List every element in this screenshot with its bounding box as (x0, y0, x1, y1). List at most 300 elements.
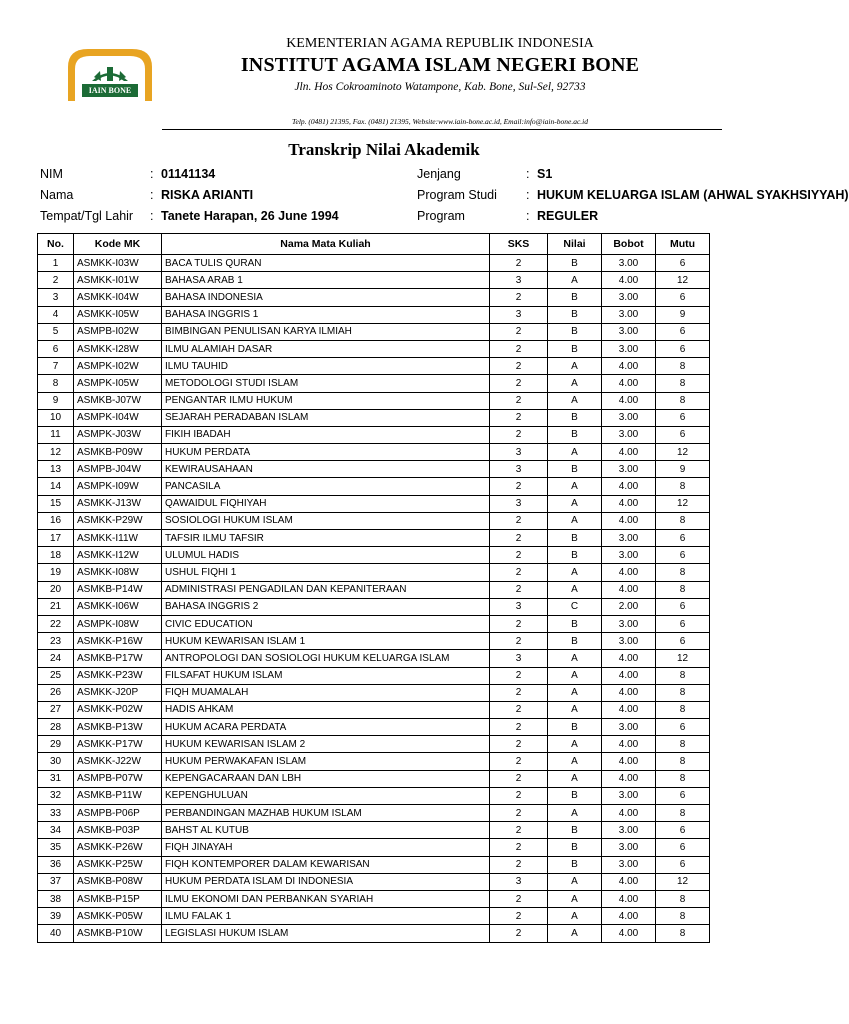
cell-mutu: 8 (656, 684, 710, 701)
cell-nama-mata-kuliah: BIMBINGAN PENULISAN KARYA ILMIAH (162, 323, 490, 340)
cell-no: 9 (38, 392, 74, 409)
cell-bobot: 4.00 (602, 873, 656, 890)
cell-mutu: 6 (656, 598, 710, 615)
cell-no: 30 (38, 753, 74, 770)
cell-no: 17 (38, 530, 74, 547)
cell-mutu: 6 (656, 340, 710, 357)
cell-nama-mata-kuliah: FIQH KONTEMPORER DALAM KEWARISAN (162, 856, 490, 873)
cell-bobot: 3.00 (602, 255, 656, 272)
cell-nilai: B (548, 530, 602, 547)
table-row (38, 684, 710, 701)
cell-bobot: 4.00 (602, 358, 656, 375)
cell-sks: 2 (490, 564, 548, 581)
table-row (38, 787, 710, 804)
table-row (38, 444, 710, 461)
cell-bobot: 3.00 (602, 409, 656, 426)
cell-bobot: 2.00 (602, 598, 656, 615)
cell-kode-mk: ASMKK-P05W (74, 908, 162, 925)
cell-nama-mata-kuliah: KEPENGHULUAN (162, 787, 490, 804)
cell-no: 32 (38, 787, 74, 804)
cell-sks: 2 (490, 753, 548, 770)
nama-value: RISKA ARIANTI (161, 188, 254, 202)
cell-bobot: 3.00 (602, 719, 656, 736)
cell-kode-mk: ASMKK-P26W (74, 839, 162, 856)
cell-no: 2 (38, 272, 74, 289)
cell-sks: 2 (490, 289, 548, 306)
table-row (38, 547, 710, 564)
cell-sks: 2 (490, 667, 548, 684)
nama-label: Nama (40, 188, 74, 202)
cell-no: 37 (38, 873, 74, 890)
cell-nilai: A (548, 375, 602, 392)
cell-nilai: A (548, 684, 602, 701)
cell-no: 12 (38, 444, 74, 461)
cell-nilai: B (548, 306, 602, 323)
cell-nama-mata-kuliah: HUKUM PERDATA ISLAM DI INDONESIA (162, 873, 490, 890)
table-row (38, 272, 710, 289)
program-label: Program (417, 209, 465, 223)
cell-bobot: 4.00 (602, 908, 656, 925)
cell-bobot: 4.00 (602, 925, 656, 942)
cell-kode-mk: ASMKB-P15P (74, 890, 162, 907)
cell-nama-mata-kuliah: PENGANTAR ILMU HUKUM (162, 392, 490, 409)
cell-nilai: A (548, 564, 602, 581)
cell-bobot: 4.00 (602, 564, 656, 581)
cell-no: 4 (38, 306, 74, 323)
cell-mutu: 12 (656, 873, 710, 890)
table-row (38, 650, 710, 667)
cell-nama-mata-kuliah: HUKUM KEWARISAN ISLAM 1 (162, 633, 490, 650)
logo-text: IAIN BONE (88, 86, 132, 95)
header-nama-mata-kuliah: Nama Mata Kuliah (162, 234, 490, 255)
cell-no: 20 (38, 581, 74, 598)
cell-kode-mk: ASMKB-P08W (74, 873, 162, 890)
cell-no: 22 (38, 615, 74, 632)
header-mutu: Mutu (656, 234, 710, 255)
cell-sks: 3 (490, 598, 548, 615)
cell-nama-mata-kuliah: ANTROPOLOGI DAN SOSIOLOGI HUKUM KELUARGA ISLAM (162, 650, 490, 667)
cell-bobot: 3.00 (602, 787, 656, 804)
cell-nilai: A (548, 650, 602, 667)
table-row (38, 306, 710, 323)
cell-sks: 3 (490, 272, 548, 289)
cell-mutu: 12 (656, 495, 710, 512)
cell-mutu: 8 (656, 512, 710, 529)
cell-mutu: 8 (656, 375, 710, 392)
cell-nama-mata-kuliah: CIVIC EDUCATION (162, 615, 490, 632)
cell-nama-mata-kuliah: TAFSIR ILMU TAFSIR (162, 530, 490, 547)
cell-mutu: 6 (656, 633, 710, 650)
cell-bobot: 3.00 (602, 340, 656, 357)
ttl-label: Tempat/Tgl Lahir (40, 209, 134, 223)
cell-kode-mk: ASMKK-P02W (74, 701, 162, 718)
cell-no: 23 (38, 633, 74, 650)
grades-table (37, 233, 710, 943)
cell-nama-mata-kuliah: KEWIRAUSAHAAN (162, 461, 490, 478)
cell-mutu: 6 (656, 547, 710, 564)
cell-no: 27 (38, 701, 74, 718)
table-row (38, 736, 710, 753)
table-row (38, 925, 710, 942)
cell-nama-mata-kuliah: ILMU EKONOMI DAN PERBANKAN SYARIAH (162, 890, 490, 907)
table-row (38, 873, 710, 890)
cell-nilai: B (548, 787, 602, 804)
cell-sks: 2 (490, 908, 548, 925)
cell-no: 6 (38, 340, 74, 357)
table-row (38, 255, 710, 272)
table-row (38, 392, 710, 409)
table-row (38, 839, 710, 856)
program-value: REGULER (537, 209, 599, 223)
cell-mutu: 8 (656, 358, 710, 375)
cell-mutu: 8 (656, 753, 710, 770)
table-row (38, 409, 710, 426)
table-row (38, 530, 710, 547)
cell-nama-mata-kuliah: PERBANDINGAN MAZHAB HUKUM ISLAM (162, 805, 490, 822)
cell-nama-mata-kuliah: FILSAFAT HUKUM ISLAM (162, 667, 490, 684)
cell-bobot: 3.00 (602, 856, 656, 873)
cell-mutu: 8 (656, 667, 710, 684)
cell-nilai: A (548, 392, 602, 409)
table-row (38, 478, 710, 495)
cell-mutu: 6 (656, 426, 710, 443)
prodi-sep: : (526, 188, 530, 202)
cell-nilai: B (548, 340, 602, 357)
cell-kode-mk: ASMPK-I08W (74, 615, 162, 632)
table-row (38, 615, 710, 632)
cell-sks: 2 (490, 392, 548, 409)
cell-mutu: 6 (656, 615, 710, 632)
cell-sks: 2 (490, 340, 548, 357)
cell-nilai: A (548, 358, 602, 375)
ttl-sep: : (150, 209, 154, 223)
cell-nilai: B (548, 719, 602, 736)
cell-sks: 2 (490, 787, 548, 804)
cell-mutu: 8 (656, 770, 710, 787)
cell-nama-mata-kuliah: KEPENGACARAAN DAN LBH (162, 770, 490, 787)
cell-kode-mk: ASMKB-P17W (74, 650, 162, 667)
cell-bobot: 3.00 (602, 547, 656, 564)
cell-no: 19 (38, 564, 74, 581)
cell-sks: 2 (490, 719, 548, 736)
cell-mutu: 9 (656, 461, 710, 478)
cell-kode-mk: ASMPK-I09W (74, 478, 162, 495)
cell-nilai: B (548, 633, 602, 650)
cell-nama-mata-kuliah: ILMU TAUHID (162, 358, 490, 375)
cell-no: 36 (38, 856, 74, 873)
cell-no: 31 (38, 770, 74, 787)
cell-sks: 3 (490, 495, 548, 512)
cell-nama-mata-kuliah: HUKUM ACARA PERDATA (162, 719, 490, 736)
table-row (38, 667, 710, 684)
cell-bobot: 3.00 (602, 426, 656, 443)
cell-no: 14 (38, 478, 74, 495)
cell-nama-mata-kuliah: ILMU ALAMIAH DASAR (162, 340, 490, 357)
cell-sks: 2 (490, 839, 548, 856)
header-no: No. (38, 234, 74, 255)
cell-bobot: 3.00 (602, 633, 656, 650)
nama-sep: : (150, 188, 154, 202)
cell-mutu: 6 (656, 409, 710, 426)
institution-address: Jln. Hos Cokroaminoto Watampone, Kab. Bone, Sul-Sel, 92733 (294, 81, 586, 93)
cell-kode-mk: ASMKK-I12W (74, 547, 162, 564)
cell-nama-mata-kuliah: ILMU FALAK 1 (162, 908, 490, 925)
cell-kode-mk: ASMPB-J04W (74, 461, 162, 478)
cell-no: 5 (38, 323, 74, 340)
cell-nilai: B (548, 547, 602, 564)
cell-nilai: A (548, 873, 602, 890)
prodi-label: Program Studi (417, 188, 497, 202)
header-nilai: Nilai (548, 234, 602, 255)
cell-no: 25 (38, 667, 74, 684)
cell-kode-mk: ASMKK-I01W (74, 272, 162, 289)
table-row (38, 770, 710, 787)
cell-bobot: 3.00 (602, 530, 656, 547)
cell-nilai: B (548, 461, 602, 478)
program-sep: : (526, 209, 530, 223)
cell-nama-mata-kuliah: BAHASA INDONESIA (162, 289, 490, 306)
cell-kode-mk: ASMPK-J03W (74, 426, 162, 443)
cell-nilai: B (548, 289, 602, 306)
ministry-name: KEMENTERIAN AGAMA REPUBLIK INDONESIA (286, 36, 594, 51)
cell-sks: 3 (490, 306, 548, 323)
cell-kode-mk: ASMPK-I04W (74, 409, 162, 426)
cell-no: 29 (38, 736, 74, 753)
cell-nilai: C (548, 598, 602, 615)
cell-mutu: 6 (656, 719, 710, 736)
header-bobot: Bobot (602, 234, 656, 255)
table-row (38, 890, 710, 907)
cell-sks: 2 (490, 925, 548, 942)
cell-bobot: 3.00 (602, 323, 656, 340)
cell-kode-mk: ASMKK-P25W (74, 856, 162, 873)
cell-nilai: B (548, 323, 602, 340)
cell-no: 26 (38, 684, 74, 701)
nim-sep: : (150, 167, 154, 181)
cell-bobot: 4.00 (602, 272, 656, 289)
cell-kode-mk: ASMKB-P13W (74, 719, 162, 736)
table-row (38, 495, 710, 512)
cell-sks: 2 (490, 890, 548, 907)
cell-nama-mata-kuliah: PANCASILA (162, 478, 490, 495)
cell-sks: 3 (490, 444, 548, 461)
cell-sks: 2 (490, 581, 548, 598)
table-row (38, 719, 710, 736)
header-sks: SKS (490, 234, 548, 255)
cell-no: 15 (38, 495, 74, 512)
cell-nilai: A (548, 495, 602, 512)
cell-no: 1 (38, 255, 74, 272)
cell-bobot: 4.00 (602, 667, 656, 684)
cell-kode-mk: ASMKK-I06W (74, 598, 162, 615)
document-title: Transkrip Nilai Akademik (288, 140, 480, 159)
cell-nilai: A (548, 444, 602, 461)
cell-sks: 2 (490, 375, 548, 392)
cell-kode-mk: ASMKK-P23W (74, 667, 162, 684)
cell-sks: 2 (490, 358, 548, 375)
cell-nilai: A (548, 890, 602, 907)
cell-nama-mata-kuliah: SEJARAH PERADABAN ISLAM (162, 409, 490, 426)
cell-mutu: 12 (656, 444, 710, 461)
cell-bobot: 4.00 (602, 770, 656, 787)
cell-kode-mk: ASMKK-I28W (74, 340, 162, 357)
table-row (38, 375, 710, 392)
cell-no: 7 (38, 358, 74, 375)
jenjang-value: S1 (537, 167, 553, 181)
cell-kode-mk: ASMKB-P11W (74, 787, 162, 804)
cell-no: 33 (38, 805, 74, 822)
table-row (38, 358, 710, 375)
cell-sks: 2 (490, 805, 548, 822)
cell-nama-mata-kuliah: HADIS AHKAM (162, 701, 490, 718)
cell-kode-mk: ASMKK-P16W (74, 633, 162, 650)
table-row (38, 805, 710, 822)
cell-mutu: 8 (656, 478, 710, 495)
cell-nilai: A (548, 478, 602, 495)
cell-nilai: A (548, 701, 602, 718)
cell-nilai: A (548, 736, 602, 753)
table-row (38, 512, 710, 529)
institution-name: INSTITUT AGAMA ISLAM NEGERI BONE (240, 54, 640, 76)
nim-value: 01141134 (161, 167, 216, 181)
cell-no: 35 (38, 839, 74, 856)
cell-bobot: 4.00 (602, 512, 656, 529)
cell-nilai: B (548, 255, 602, 272)
cell-no: 24 (38, 650, 74, 667)
cell-sks: 2 (490, 736, 548, 753)
ttl-value: Tanete Harapan, 26 June 1994 (161, 209, 339, 223)
cell-mutu: 6 (656, 323, 710, 340)
cell-nama-mata-kuliah: HUKUM PERWAKAFAN ISLAM (162, 753, 490, 770)
cell-kode-mk: ASMPK-I05W (74, 375, 162, 392)
cell-no: 21 (38, 598, 74, 615)
table-row (38, 581, 710, 598)
cell-nilai: A (548, 272, 602, 289)
cell-bobot: 4.00 (602, 478, 656, 495)
cell-nilai: A (548, 925, 602, 942)
cell-mutu: 6 (656, 530, 710, 547)
cell-nama-mata-kuliah: LEGISLASI HUKUM ISLAM (162, 925, 490, 942)
table-row (38, 340, 710, 357)
cell-kode-mk: ASMKK-P17W (74, 736, 162, 753)
cell-bobot: 4.00 (602, 392, 656, 409)
cell-nama-mata-kuliah: FIKIH IBADAH (162, 426, 490, 443)
cell-mutu: 12 (656, 272, 710, 289)
cell-no: 34 (38, 822, 74, 839)
cell-sks: 2 (490, 856, 548, 873)
cell-sks: 2 (490, 615, 548, 632)
cell-nama-mata-kuliah: ULUMUL HADIS (162, 547, 490, 564)
cell-kode-mk: ASMKK-I05W (74, 306, 162, 323)
cell-sks: 2 (490, 478, 548, 495)
cell-no: 13 (38, 461, 74, 478)
cell-sks: 2 (490, 512, 548, 529)
cell-sks: 2 (490, 323, 548, 340)
cell-kode-mk: ASMKB-J07W (74, 392, 162, 409)
jenjang-label: Jenjang (417, 167, 461, 181)
cell-mutu: 8 (656, 925, 710, 942)
cell-nilai: A (548, 667, 602, 684)
cell-bobot: 4.00 (602, 701, 656, 718)
cell-sks: 2 (490, 822, 548, 839)
table-row (38, 856, 710, 873)
cell-nilai: A (548, 805, 602, 822)
cell-nama-mata-kuliah: ADMINISTRASI PENGADILAN DAN KEPANITERAAN (162, 581, 490, 598)
cell-kode-mk: ASMKB-P03P (74, 822, 162, 839)
cell-sks: 2 (490, 701, 548, 718)
prodi-value: HUKUM KELUARGA ISLAM (AHWAL SYAKHSIYYAH) (537, 188, 849, 202)
cell-mutu: 6 (656, 856, 710, 873)
table-row (38, 461, 710, 478)
cell-bobot: 3.00 (602, 839, 656, 856)
cell-nama-mata-kuliah: METODOLOGI STUDI ISLAM (162, 375, 490, 392)
cell-nama-mata-kuliah: BAHASA INGGRIS 2 (162, 598, 490, 615)
cell-no: 11 (38, 426, 74, 443)
cell-kode-mk: ASMPK-I02W (74, 358, 162, 375)
cell-bobot: 4.00 (602, 375, 656, 392)
cell-nilai: A (548, 770, 602, 787)
cell-mutu: 6 (656, 839, 710, 856)
cell-sks: 2 (490, 547, 548, 564)
cell-bobot: 3.00 (602, 306, 656, 323)
institution-contact: Telp. (0481) 21395, Fax. (0481) 21395, Website:www.iain-bone.ac.id, Email:info@iain-bone.ac.id (292, 117, 588, 126)
table-row (38, 289, 710, 306)
cell-nama-mata-kuliah: USHUL FIQHI 1 (162, 564, 490, 581)
cell-bobot: 4.00 (602, 684, 656, 701)
cell-kode-mk: ASMKK-I03W (74, 255, 162, 272)
table-row (38, 564, 710, 581)
cell-sks: 2 (490, 409, 548, 426)
cell-no: 3 (38, 289, 74, 306)
cell-mutu: 8 (656, 392, 710, 409)
cell-nama-mata-kuliah: QAWAIDUL FIQHIYAH (162, 495, 490, 512)
cell-mutu: 8 (656, 805, 710, 822)
cell-nama-mata-kuliah: FIQH JINAYAH (162, 839, 490, 856)
cell-sks: 2 (490, 633, 548, 650)
letterhead-rule (162, 129, 722, 130)
cell-nilai: B (548, 856, 602, 873)
table-row (38, 598, 710, 615)
cell-kode-mk: ASMKK-J20P (74, 684, 162, 701)
table-row (38, 908, 710, 925)
cell-nilai: B (548, 615, 602, 632)
cell-sks: 3 (490, 873, 548, 890)
cell-nilai: B (548, 839, 602, 856)
cell-kode-mk: ASMKK-I11W (74, 530, 162, 547)
cell-nilai: B (548, 409, 602, 426)
table-row (38, 701, 710, 718)
cell-kode-mk: ASMKB-P14W (74, 581, 162, 598)
cell-kode-mk: ASMKK-I08W (74, 564, 162, 581)
cell-no: 38 (38, 890, 74, 907)
cell-mutu: 8 (656, 890, 710, 907)
header-kode-mk: Kode MK (74, 234, 162, 255)
cell-mutu: 8 (656, 581, 710, 598)
cell-mutu: 8 (656, 701, 710, 718)
cell-mutu: 6 (656, 289, 710, 306)
cell-nilai: A (548, 908, 602, 925)
jenjang-sep: : (526, 167, 530, 181)
cell-mutu: 12 (656, 650, 710, 667)
cell-mutu: 6 (656, 255, 710, 272)
cell-nama-mata-kuliah: HUKUM PERDATA (162, 444, 490, 461)
cell-kode-mk: ASMKB-P09W (74, 444, 162, 461)
cell-sks: 2 (490, 426, 548, 443)
cell-no: 40 (38, 925, 74, 942)
cell-bobot: 4.00 (602, 890, 656, 907)
cell-bobot: 3.00 (602, 615, 656, 632)
cell-kode-mk: ASMKK-J13W (74, 495, 162, 512)
